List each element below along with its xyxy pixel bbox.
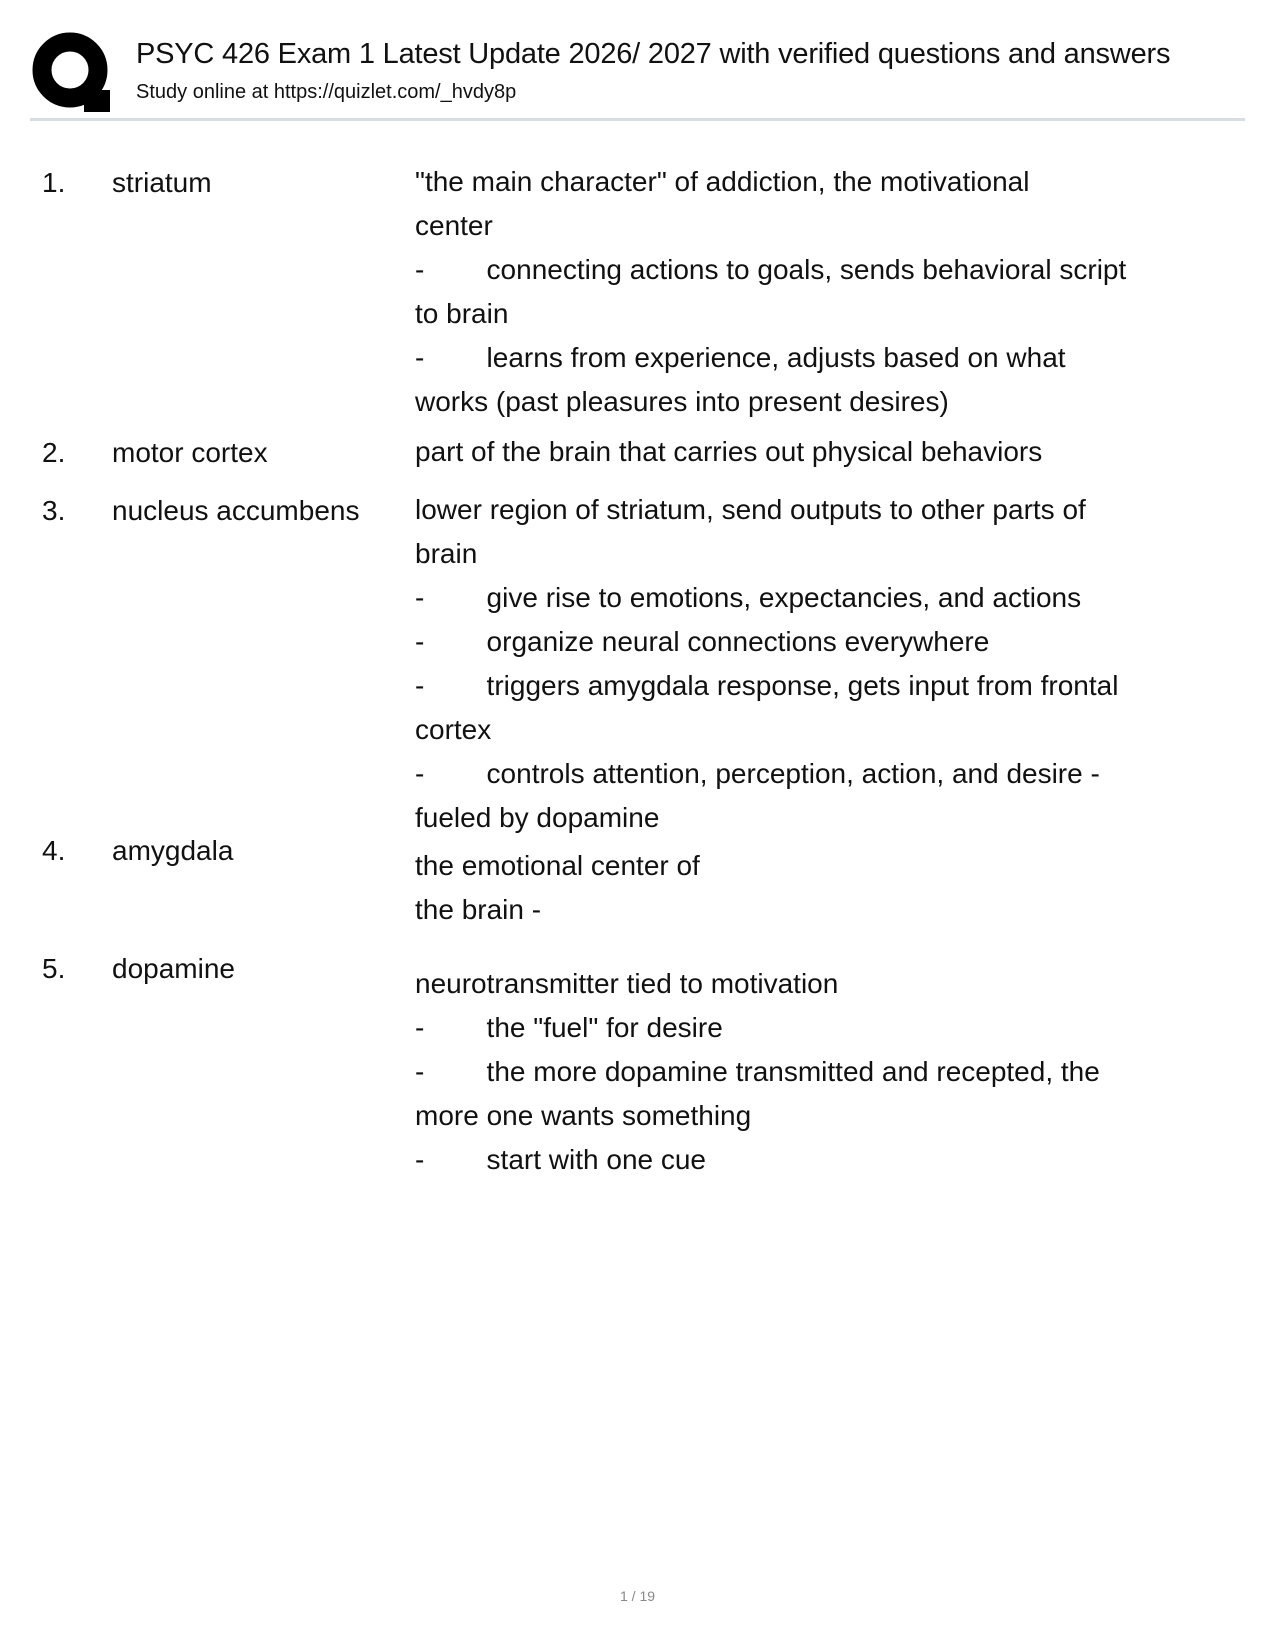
card-number: 3. [42,495,66,526]
definition-line: the brain - [415,894,542,925]
definition-line: part of the brain that carries out physical behaviors [415,436,1043,467]
definition-line: center [415,210,493,241]
definition-line: - start with one cue [415,1144,707,1175]
definition-line: - the more dopamine transmitted and recepted, the [415,1056,1100,1087]
header-divider [30,118,1245,121]
card-definition [415,844,1215,932]
document-header [30,30,1245,120]
definition-line: neurotransmitter tied to motivation [415,968,839,999]
definition-line: - learns from experience, adjusts based on what [415,342,1066,373]
definition-line: - connecting actions to goals, sends behavioral script [415,254,1127,285]
definition-line: brain [415,538,478,569]
study-online-link-text: Study online at https://quizlet.com/_hvdy8p [136,81,517,103]
definition-line: "the main character" of addiction, the motivational [415,166,1030,197]
document-title: PSYC 426 Exam 1 Latest Update 2026/ 2027 with verified questions and answers [136,38,1171,70]
card-definition [415,160,1215,424]
definition-line: more one wants something [415,1100,752,1131]
card-number: 4. [42,835,66,866]
card-number: 5. [42,953,66,984]
definition-line: works (past pleasures into present desires) [415,386,949,417]
definition-line: fueled by dopamine [415,802,660,833]
card-term: striatum [112,167,212,198]
card-term: motor cortex [112,437,268,468]
definition-line: - organize neural connections everywhere [415,626,990,657]
card-term: nucleus accumbens [112,495,360,526]
card-number: 1. [42,167,66,198]
page-indicator: 1 / 19 [619,1588,656,1604]
card-term: dopamine [112,953,235,984]
card-definition [415,430,1215,474]
definition-line: - triggers amygdala response, gets input from frontal [415,670,1119,701]
definition-line: cortex [415,714,492,745]
definition-line: to brain [415,298,509,329]
card-number: 2. [42,437,66,468]
definition-line: the emotional center of [415,850,700,881]
definition-line: - controls attention, perception, action, and desire - [415,758,1100,789]
definition-line: - the "fuel" for desire [415,1012,723,1043]
quizlet-logo-icon [32,32,112,114]
card-definition [415,962,1215,1182]
definition-line: - give rise to emotions, expectancies, and actions [415,582,1082,613]
definition-line: lower region of striatum, send outputs to other parts of [415,494,1086,525]
card-definition [415,488,1215,840]
card-term: amygdala [112,835,234,866]
